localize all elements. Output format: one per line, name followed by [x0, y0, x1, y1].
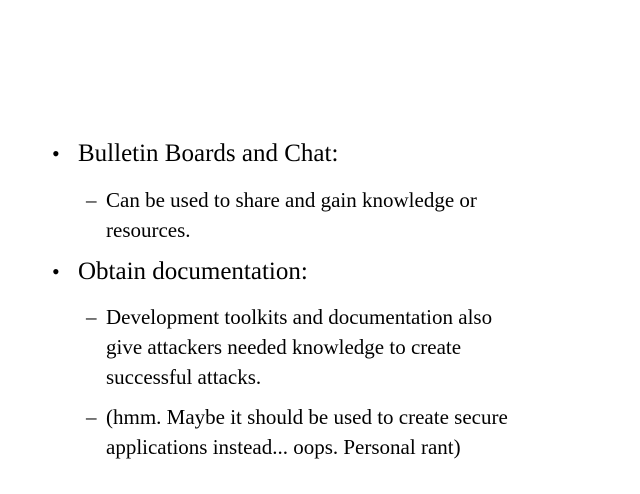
sub-bullet-line: successful attacks. [106, 365, 262, 389]
bullet-text: Obtain documentation: [78, 258, 308, 285]
sub-bullet-text [106, 402, 576, 462]
sub-bullet-share-knowledge [86, 185, 586, 245]
sub-bullet-marker: – [86, 405, 97, 429]
bullet-bulletin-boards [52, 139, 612, 169]
bullet-obtain-documentation [52, 257, 612, 287]
bullet-text: Bulletin Boards and Chat: [78, 140, 339, 167]
sub-bullet-line: (hmm. Maybe it should be used to create secure [106, 405, 508, 429]
sub-bullet-development-toolkits [86, 302, 586, 392]
sub-bullet-text [106, 302, 576, 392]
sub-bullet-line: give attackers needed knowledge to create [106, 335, 462, 359]
sub-bullet-text [106, 185, 576, 245]
sub-bullet-marker: – [86, 188, 97, 212]
bullet-marker: • [52, 259, 60, 284]
sub-bullet-personal-rant [86, 402, 586, 462]
bullet-marker: • [52, 141, 60, 166]
sub-bullet-marker: – [86, 305, 97, 329]
sub-bullet-line: Development toolkits and documentation also [106, 305, 493, 329]
sub-bullet-line: Can be used to share and gain knowledge or [106, 188, 477, 212]
sub-bullet-line: resources. [106, 218, 191, 242]
sub-bullet-line: applications instead... oops. Personal rant) [106, 435, 461, 459]
